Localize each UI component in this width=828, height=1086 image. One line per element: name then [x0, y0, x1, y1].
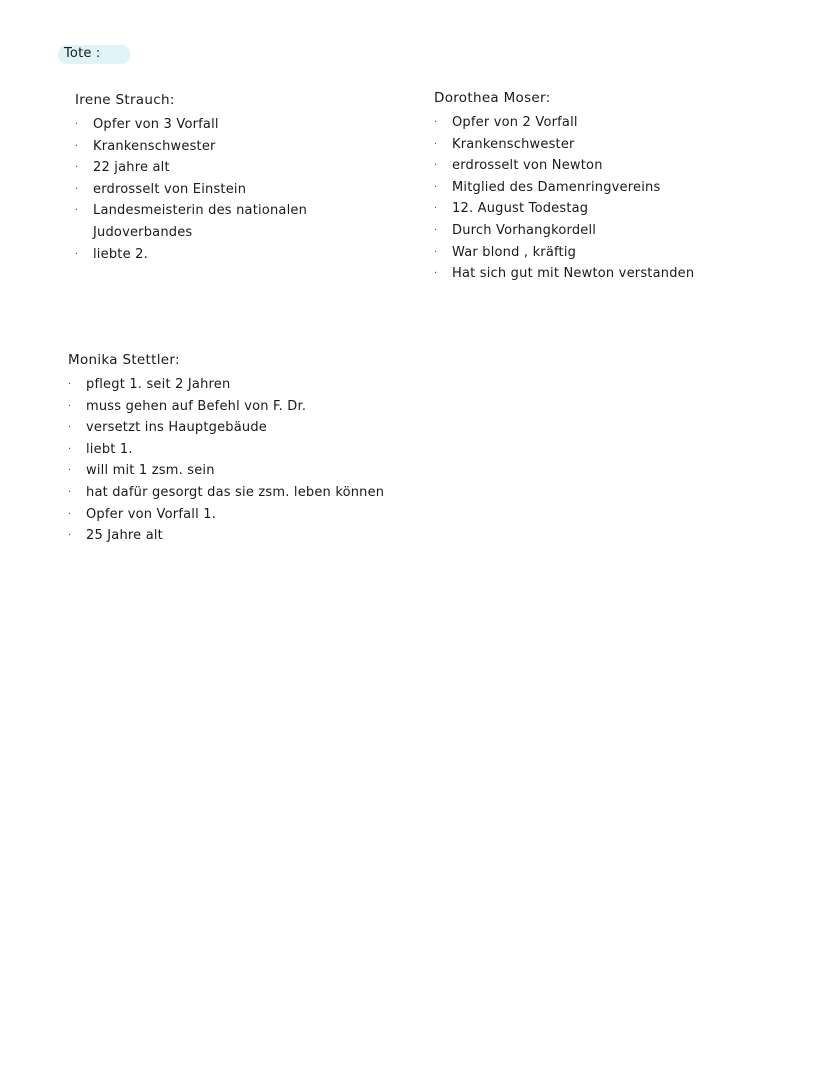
bullet-icon: · [75, 119, 79, 130]
list-item: · erdrosselt von Newton [434, 155, 694, 177]
bullet-icon: · [434, 181, 438, 193]
list-item-continuation: Judoverbandes [93, 224, 193, 240]
bullet-icon: · [75, 140, 79, 152]
bullet-icon: · [75, 248, 79, 260]
tote-heading: Tote : [64, 46, 101, 61]
victim-block-dorothea [434, 88, 694, 285]
bullet-icon: · [68, 422, 72, 434]
list-item: · Opfer von 2 Vorfall [434, 112, 694, 134]
list-item: · Opfer von 3 Vorfall [75, 114, 307, 136]
list-item: · 12. August Todestag [434, 198, 694, 220]
bullet-icon: · [68, 530, 72, 542]
list-item: · Hat sich gut mit Newton verstanden [434, 263, 694, 285]
victim-block-monika [68, 350, 384, 547]
bullet-icon: · [75, 162, 79, 174]
list-item: · erdrosselt von Einstein [75, 179, 307, 201]
tote-heading-highlight [58, 45, 130, 64]
victim-name: Dorothea Moser: [434, 90, 551, 106]
list-item: · Mitglied des Damenringvereins [434, 177, 694, 199]
bullet-icon: · [68, 465, 72, 477]
list-item: · 25 Jahre alt [68, 525, 384, 547]
list-item: · will mit 1 zsm. sein [68, 460, 384, 482]
bullet-icon: · [68, 486, 72, 498]
bullet-icon: · [68, 508, 72, 520]
bullet-icon: · [434, 268, 438, 280]
victim-notes-list [75, 114, 307, 265]
list-item: · Krankenschwester [75, 136, 307, 158]
bullet-icon: · [434, 138, 438, 150]
list-item: · hat dafür gesorgt das sie zsm. leben können [68, 482, 384, 504]
list-item: · Landesmeisterin des nationalen [75, 200, 307, 222]
list-item: · Durch Vorhangkordell [434, 220, 694, 242]
bullet-icon: · [434, 246, 438, 258]
bullet-icon: · [68, 400, 72, 412]
bullet-icon: · [68, 379, 72, 390]
list-item: · War blond , kräftig [434, 242, 694, 264]
list-item: · liebte 2. [75, 244, 307, 266]
list-item: · muss gehen auf Befehl von F. Dr. [68, 396, 384, 418]
bullet-icon: · [434, 117, 438, 128]
bullet-icon: · [434, 203, 438, 215]
bullet-icon: · [434, 224, 438, 236]
bullet-icon: · [434, 160, 438, 172]
victim-notes-list [68, 374, 384, 547]
bullet-icon: · [75, 183, 79, 195]
victim-name: Irene Strauch: [75, 92, 175, 108]
list-item: · 22 jahre alt [75, 157, 307, 179]
list-item: · pflegt 1. seit 2 Jahren [68, 374, 384, 396]
list-item: · Krankenschwester [434, 134, 694, 156]
victim-name: Monika Stettler: [68, 352, 180, 368]
list-item: · Opfer von Vorfall 1. [68, 504, 384, 526]
list-item: · versetzt ins Hauptgebäude [68, 417, 384, 439]
victim-notes-list [434, 112, 694, 285]
bullet-icon: · [68, 443, 72, 455]
victim-block-irene [75, 90, 307, 265]
list-item: · liebt 1. [68, 439, 384, 461]
bullet-icon: · [75, 205, 79, 217]
